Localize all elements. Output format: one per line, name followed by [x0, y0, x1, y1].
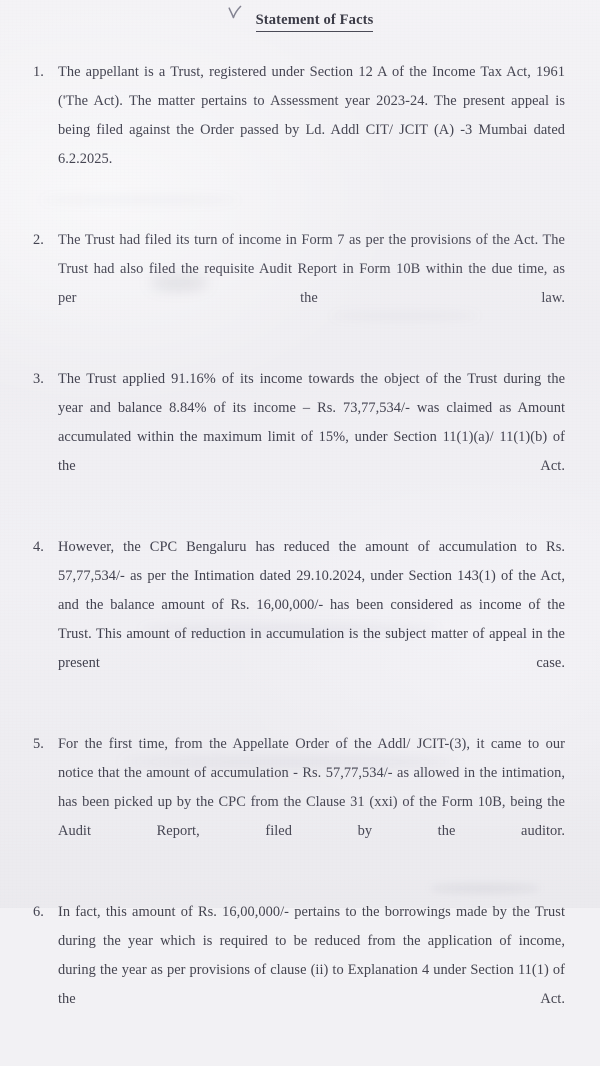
- list-item: [0, 898, 600, 1043]
- list-item-number: 1.: [33, 64, 44, 80]
- list-item-number: 3.: [33, 371, 44, 387]
- list-item: [0, 365, 600, 510]
- list-item-number: 6.: [33, 904, 44, 920]
- page-title: Statement of Facts: [256, 11, 374, 32]
- list-item-text: For the first time, from the Appellate Order of the Addl/ JCIT-(3), it came to our notice that the amount of accumulation - Rs. 57,77,534/- as allowed in the intimation, has been picked up by the CPC from the Clause 31 (xxi) of the Form 10B, being the Audit Report, filed by the auditor.: [58, 736, 565, 839]
- statement-of-facts-list: [0, 58, 600, 1066]
- list-item-number: 4.: [33, 539, 44, 555]
- list-item-number: 5.: [33, 736, 44, 752]
- list-item-text: The appellant is a Trust, registered under Section 12 A of the Income Tax Act, 1961 ('The Act). The matter pertains to Assessment year 2023-24. The present appeal is being filed against the Order passed by Ld. Addl CIT/ JCIT (A) -3 Mumbai dated 6.2.2025.: [58, 64, 565, 167]
- document-header: [0, 4, 600, 32]
- list-item: [0, 226, 600, 342]
- list-item-text: The Trust had filed its turn of income in Form 7 as per the provisions of the Act. The Trust had also filed the requisite Audit Report in Form 10B within the due time, as per the law.: [58, 232, 565, 306]
- list-item-text: In fact, this amount of Rs. 16,00,000/- pertains to the borrowings made by the Trust during the year which is required to be reduced from the application of income, during the year as per provisions of clause (ii) to Explanation 4 under Section 11(1) of the Act.: [58, 904, 565, 1007]
- check-mark-icon: [227, 4, 243, 22]
- list-item-text: The Trust applied 91.16% of its income towards the object of the Trust during the year and balance 8.84% of its income – Rs. 73,77,534/- was claimed as Amount accumulated within the maximum limit of 15%, under Section 11(1)(a)/ 11(1)(b) of the Act.: [58, 371, 565, 474]
- list-item-text: However, the CPC Bengaluru has reduced the amount of accumulation to Rs. 57,77,534/- as per the Intimation dated 29.10.2024, under Section 143(1) of the Act, and the balance amount of Rs. 16,00,000/- has been considered as income of the Trust. This amount of reduction in accumulation is the subject matter of appeal in the present case.: [58, 539, 565, 671]
- list-item-number: 2.: [33, 232, 44, 248]
- list-item: [0, 730, 600, 875]
- list-item: [0, 533, 600, 707]
- list-item: [0, 58, 600, 203]
